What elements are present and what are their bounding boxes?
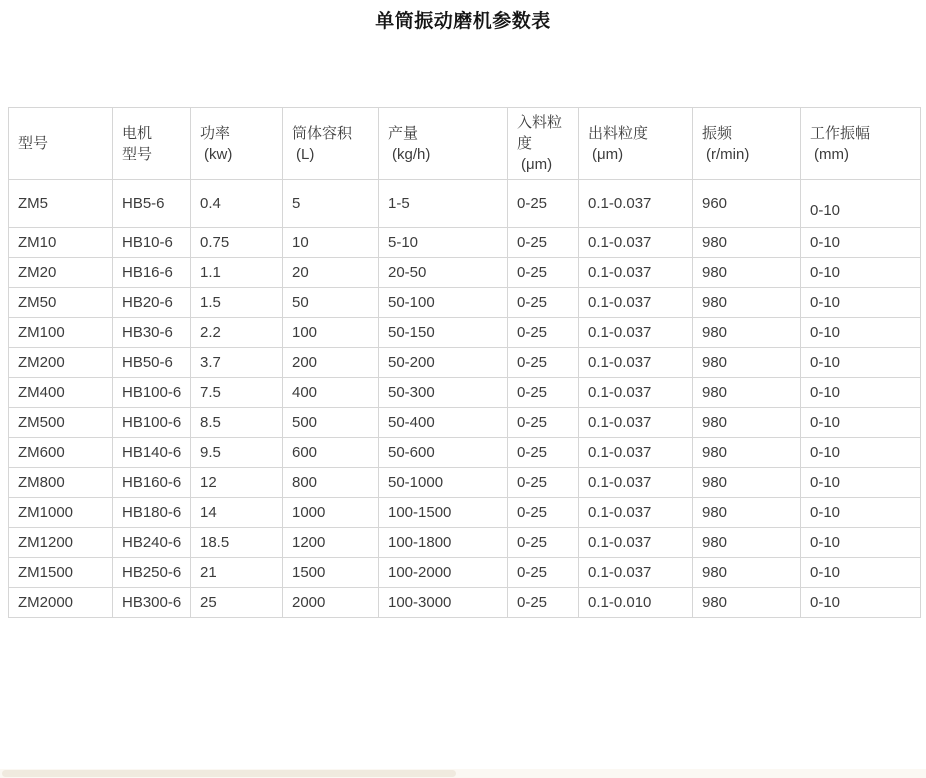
- cell-amplitude: [801, 528, 921, 558]
- cell-amplitude: [801, 288, 921, 318]
- cell-power: [191, 558, 283, 588]
- cell-feed-size: [508, 258, 579, 288]
- cell-discharge-size: [579, 348, 693, 378]
- cell-model: [9, 438, 113, 468]
- cell-value: 1200: [292, 534, 326, 551]
- header-line: (kg/h): [392, 145, 431, 163]
- cell-value: 0-25: [517, 444, 548, 461]
- column-header-frequency: [693, 108, 801, 180]
- cell-output: [379, 318, 508, 348]
- cell-motor-model: [113, 408, 191, 438]
- cell-value: 980: [702, 474, 728, 491]
- header-line: 型号: [18, 135, 49, 152]
- cell-value: 980: [702, 414, 728, 431]
- cell-value: 400: [292, 384, 318, 401]
- header-line: (kw): [204, 145, 233, 163]
- cell-output: [379, 408, 508, 438]
- cell-feed-size: [508, 228, 579, 258]
- cell-model: [9, 228, 113, 258]
- cell-cylinder-volume: [283, 558, 379, 588]
- cell-amplitude: [801, 408, 921, 438]
- cell-cylinder-volume: [283, 498, 379, 528]
- cell-power: [191, 468, 283, 498]
- cell-discharge-size: [579, 468, 693, 498]
- cell-value: 0-25: [517, 564, 548, 581]
- cell-feed-size: [508, 378, 579, 408]
- cell-power: [191, 438, 283, 468]
- horizontal-scrollbar[interactable]: [0, 769, 926, 778]
- cell-frequency: [693, 288, 801, 318]
- cell-value: 20-50: [388, 264, 427, 281]
- cell-discharge-size: [579, 180, 693, 228]
- cell-amplitude: [801, 258, 921, 288]
- cell-value: 50-300: [388, 384, 435, 401]
- cell-value: 200: [292, 354, 318, 371]
- cell-value: 0-25: [517, 504, 548, 521]
- cell-value: ZM100: [18, 324, 65, 341]
- cell-value: 50-200: [388, 354, 435, 371]
- cell-motor-model: [113, 588, 191, 618]
- cell-amplitude: [801, 228, 921, 258]
- cell-value: 100-3000: [388, 594, 452, 611]
- cell-value: 980: [702, 264, 728, 281]
- cell-value: 1-5: [388, 195, 410, 212]
- table-row-ZM100: [9, 318, 921, 348]
- cell-value: HB16-6: [122, 264, 173, 281]
- cell-value: 50-150: [388, 324, 435, 341]
- cell-frequency: [693, 180, 801, 228]
- column-header-motor-model: [113, 108, 191, 180]
- horizontal-scrollbar-thumb[interactable]: [2, 770, 456, 777]
- cell-feed-size: [508, 528, 579, 558]
- cell-value: 980: [702, 354, 728, 371]
- cell-output: [379, 228, 508, 258]
- cell-motor-model: [113, 258, 191, 288]
- cell-model: [9, 468, 113, 498]
- cell-value: 0.1-0.037: [588, 534, 652, 551]
- cell-motor-model: [113, 498, 191, 528]
- header-line: 振频: [702, 124, 733, 142]
- cell-feed-size: [508, 498, 579, 528]
- cell-feed-size: [508, 558, 579, 588]
- cell-value: 0.1-0.037: [588, 294, 652, 311]
- cell-value: HB30-6: [122, 324, 173, 341]
- cell-frequency: [693, 258, 801, 288]
- cell-value: 980: [702, 594, 728, 611]
- cell-value: 14: [200, 504, 217, 521]
- table-row-ZM5: [9, 180, 921, 228]
- cell-power: [191, 318, 283, 348]
- cell-power: [191, 180, 283, 228]
- header-line: (μm): [521, 156, 553, 173]
- cell-value: 980: [702, 294, 728, 311]
- cell-value: HB250-6: [122, 564, 182, 581]
- cell-value: 8.5: [200, 414, 221, 431]
- cell-value: 0-25: [517, 195, 548, 212]
- cell-value: 0.1-0.037: [588, 234, 652, 251]
- cell-value: ZM1200: [18, 534, 74, 551]
- cell-cylinder-volume: [283, 588, 379, 618]
- column-header-amplitude: [801, 108, 921, 180]
- cell-amplitude: [801, 378, 921, 408]
- table-row-ZM500: [9, 408, 921, 438]
- cell-value: 50-600: [388, 444, 435, 461]
- cell-frequency: [693, 588, 801, 618]
- cell-motor-model: [113, 438, 191, 468]
- cell-value: ZM1500: [18, 564, 74, 581]
- cell-value: 0-25: [517, 534, 548, 551]
- cell-value: 0-25: [517, 474, 548, 491]
- cell-feed-size: [508, 588, 579, 618]
- cell-motor-model: [113, 348, 191, 378]
- cell-value: 2.2: [200, 324, 221, 341]
- cell-value: 0-10: [810, 504, 841, 521]
- cell-value: 0.1-0.037: [588, 414, 652, 431]
- cell-value: HB240-6: [122, 534, 182, 551]
- cell-value: 50-100: [388, 294, 435, 311]
- cell-frequency: [693, 438, 801, 468]
- cell-feed-size: [508, 318, 579, 348]
- cell-amplitude: [801, 468, 921, 498]
- cell-cylinder-volume: [283, 528, 379, 558]
- cell-model: [9, 180, 113, 228]
- cell-frequency: [693, 408, 801, 438]
- header-line: (L): [296, 145, 315, 163]
- cell-value: 12: [200, 474, 217, 491]
- cell-value: HB160-6: [122, 474, 182, 491]
- cell-value: 800: [292, 474, 318, 491]
- cell-model: [9, 318, 113, 348]
- header-line: (mm): [814, 145, 849, 163]
- cell-model: [9, 348, 113, 378]
- cell-feed-size: [508, 408, 579, 438]
- cell-frequency: [693, 348, 801, 378]
- cell-motor-model: [113, 318, 191, 348]
- cell-cylinder-volume: [283, 258, 379, 288]
- cell-output: [379, 528, 508, 558]
- cell-value: 0-10: [810, 384, 841, 401]
- column-header-cylinder-volume: [283, 108, 379, 180]
- cell-model: [9, 498, 113, 528]
- cell-value: 50: [292, 294, 309, 311]
- cell-value: ZM200: [18, 354, 65, 371]
- cell-value: 0-25: [517, 264, 548, 281]
- cell-discharge-size: [579, 318, 693, 348]
- cell-cylinder-volume: [283, 348, 379, 378]
- table-row-ZM200: [9, 348, 921, 378]
- cell-motor-model: [113, 228, 191, 258]
- table-row-ZM1000: [9, 498, 921, 528]
- cell-value: 980: [702, 384, 728, 401]
- cell-value: ZM50: [18, 294, 57, 311]
- cell-feed-size: [508, 468, 579, 498]
- cell-value: 0-25: [517, 594, 548, 611]
- cell-value: 9.5: [200, 444, 221, 461]
- cell-model: [9, 288, 113, 318]
- cell-value: 21: [200, 564, 217, 581]
- cell-discharge-size: [579, 258, 693, 288]
- cell-cylinder-volume: [283, 408, 379, 438]
- cell-value: 0.1-0.010: [588, 594, 652, 611]
- cell-model: [9, 528, 113, 558]
- table-row-ZM1500: [9, 558, 921, 588]
- table-row-ZM10: [9, 228, 921, 258]
- table-row-ZM600: [9, 438, 921, 468]
- cell-value: 0-10: [810, 414, 841, 431]
- cell-model: [9, 258, 113, 288]
- cell-frequency: [693, 318, 801, 348]
- cell-value: HB10-6: [122, 234, 173, 251]
- header-line: (μm): [592, 145, 624, 163]
- cell-power: [191, 408, 283, 438]
- cell-value: 18.5: [200, 534, 230, 551]
- cell-power: [191, 528, 283, 558]
- cell-value: 0-10: [810, 294, 841, 311]
- cell-model: [9, 588, 113, 618]
- cell-value: 0.1-0.037: [588, 324, 652, 341]
- cell-frequency: [693, 228, 801, 258]
- cell-frequency: [693, 558, 801, 588]
- cell-value: 0-10: [810, 564, 841, 581]
- cell-motor-model: [113, 468, 191, 498]
- cell-value: 50-400: [388, 414, 435, 431]
- column-header-output: [379, 108, 508, 180]
- cell-output: [379, 348, 508, 378]
- cell-value: 100-1500: [388, 504, 452, 521]
- cell-discharge-size: [579, 288, 693, 318]
- cell-power: [191, 378, 283, 408]
- cell-value: ZM2000: [18, 594, 74, 611]
- cell-value: ZM800: [18, 474, 65, 491]
- cell-value: HB140-6: [122, 444, 182, 461]
- cell-value: 0.75: [200, 234, 230, 251]
- cell-amplitude: [801, 318, 921, 348]
- cell-value: 0.1-0.037: [588, 564, 652, 581]
- cell-value: 0-10: [810, 444, 841, 461]
- cell-motor-model: [113, 288, 191, 318]
- cell-model: [9, 378, 113, 408]
- cell-output: [379, 558, 508, 588]
- cell-output: [379, 468, 508, 498]
- cell-value: 980: [702, 534, 728, 551]
- column-header-power: [191, 108, 283, 180]
- cell-feed-size: [508, 180, 579, 228]
- cell-value: HB100-6: [122, 384, 182, 401]
- cell-value: 3.7: [200, 354, 221, 371]
- cell-value: 500: [292, 414, 318, 431]
- cell-value: HB5-6: [122, 195, 165, 212]
- cell-value: 100-2000: [388, 564, 452, 581]
- cell-motor-model: [113, 180, 191, 228]
- cell-amplitude: [801, 438, 921, 468]
- cell-value: 10: [292, 234, 309, 251]
- cell-cylinder-volume: [283, 378, 379, 408]
- cell-output: [379, 288, 508, 318]
- cell-value: 0-10: [810, 234, 841, 251]
- table-row-ZM1200: [9, 528, 921, 558]
- cell-value: 1.1: [200, 264, 221, 281]
- cell-value: HB300-6: [122, 594, 182, 611]
- cell-motor-model: [113, 378, 191, 408]
- header-line: 产量: [388, 124, 419, 142]
- cell-value: 0.4: [200, 195, 221, 212]
- cell-amplitude: [801, 588, 921, 618]
- cell-power: [191, 588, 283, 618]
- cell-value: 980: [702, 444, 728, 461]
- cell-value: 0-25: [517, 384, 548, 401]
- cell-value: 0-25: [517, 324, 548, 341]
- column-header-discharge-size: [579, 108, 693, 180]
- cell-model: [9, 408, 113, 438]
- header-line: 入料粒度: [517, 114, 563, 152]
- cell-value: ZM1000: [18, 504, 74, 521]
- cell-value: 980: [702, 234, 728, 251]
- cell-value: 25: [200, 594, 217, 611]
- cell-value: 0-25: [517, 234, 548, 251]
- cell-frequency: [693, 528, 801, 558]
- cell-value: HB20-6: [122, 294, 173, 311]
- header-line: 出料粒度: [588, 124, 649, 142]
- cell-value: ZM600: [18, 444, 65, 461]
- header-line: 功率: [200, 124, 231, 142]
- cell-value: 5: [292, 195, 301, 212]
- cell-value: 0-10: [810, 324, 841, 341]
- cell-value: 0.1-0.037: [588, 474, 652, 491]
- cell-cylinder-volume: [283, 438, 379, 468]
- cell-power: [191, 288, 283, 318]
- mill-parameters-table: [8, 107, 921, 618]
- cell-cylinder-volume: [283, 180, 379, 228]
- cell-output: [379, 378, 508, 408]
- cell-amplitude: [801, 558, 921, 588]
- cell-cylinder-volume: [283, 318, 379, 348]
- cell-value: 1.5: [200, 294, 221, 311]
- table-row-ZM400: [9, 378, 921, 408]
- cell-cylinder-volume: [283, 468, 379, 498]
- cell-value: 1500: [292, 564, 326, 581]
- cell-value: HB50-6: [122, 354, 173, 371]
- cell-value: ZM20: [18, 264, 57, 281]
- cell-value: ZM10: [18, 234, 57, 251]
- header-line: 筒体容积: [292, 124, 353, 142]
- column-header-model: [9, 108, 113, 180]
- table-row-ZM800: [9, 468, 921, 498]
- cell-power: [191, 228, 283, 258]
- cell-power: [191, 258, 283, 288]
- cell-motor-model: [113, 558, 191, 588]
- table-row-ZM50: [9, 288, 921, 318]
- cell-value: 0-10: [810, 594, 841, 611]
- cell-frequency: [693, 468, 801, 498]
- cell-discharge-size: [579, 438, 693, 468]
- cell-value: 5-10: [388, 234, 419, 251]
- cell-frequency: [693, 378, 801, 408]
- table-row-ZM2000: [9, 588, 921, 618]
- cell-value: 50-1000: [388, 474, 444, 491]
- cell-value: HB100-6: [122, 414, 182, 431]
- cell-cylinder-volume: [283, 228, 379, 258]
- cell-feed-size: [508, 348, 579, 378]
- cell-discharge-size: [579, 408, 693, 438]
- table-row-ZM20: [9, 258, 921, 288]
- cell-discharge-size: [579, 228, 693, 258]
- cell-discharge-size: [579, 378, 693, 408]
- cell-discharge-size: [579, 498, 693, 528]
- cell-value: ZM500: [18, 414, 65, 431]
- cell-value: 0.1-0.037: [588, 444, 652, 461]
- cell-value: 0-10: [810, 264, 841, 281]
- cell-value: 0-25: [517, 354, 548, 371]
- cell-discharge-size: [579, 528, 693, 558]
- cell-value: 1000: [292, 504, 326, 521]
- cell-output: [379, 258, 508, 288]
- cell-value: 0.1-0.037: [588, 264, 652, 281]
- column-header-feed-size: [508, 108, 579, 180]
- cell-value: 0-10: [810, 354, 841, 371]
- cell-value: 980: [702, 564, 728, 581]
- cell-value: HB180-6: [122, 504, 182, 521]
- cell-value: 100: [292, 324, 318, 341]
- header-line: 型号: [122, 145, 153, 163]
- table-header-row: [9, 108, 921, 180]
- cell-value: 20: [292, 264, 309, 281]
- cell-cylinder-volume: [283, 288, 379, 318]
- cell-value: ZM5: [18, 195, 48, 212]
- cell-value: 0-10: [810, 202, 841, 219]
- cell-feed-size: [508, 288, 579, 318]
- cell-value: 0.1-0.037: [588, 195, 652, 212]
- cell-value: 980: [702, 324, 728, 341]
- cell-motor-model: [113, 528, 191, 558]
- cell-value: 0-10: [810, 474, 841, 491]
- header-line: 工作振幅: [810, 124, 871, 142]
- cell-output: [379, 438, 508, 468]
- cell-value: 600: [292, 444, 318, 461]
- cell-amplitude: [801, 348, 921, 378]
- cell-value: 2000: [292, 594, 326, 611]
- cell-power: [191, 498, 283, 528]
- header-line: 电机: [122, 124, 153, 142]
- cell-model: [9, 558, 113, 588]
- cell-amplitude: [801, 498, 921, 528]
- cell-amplitude: [801, 180, 921, 228]
- cell-feed-size: [508, 438, 579, 468]
- cell-value: 0.1-0.037: [588, 384, 652, 401]
- cell-value: 0-25: [517, 294, 548, 311]
- cell-output: [379, 588, 508, 618]
- cell-discharge-size: [579, 558, 693, 588]
- cell-value: 0-25: [517, 414, 548, 431]
- cell-output: [379, 180, 508, 228]
- cell-discharge-size: [579, 588, 693, 618]
- cell-value: 960: [702, 195, 728, 212]
- header-line: (r/min): [706, 145, 750, 163]
- cell-value: 0-10: [810, 534, 841, 551]
- cell-value: 980: [702, 504, 728, 521]
- cell-value: 7.5: [200, 384, 221, 401]
- cell-power: [191, 348, 283, 378]
- cell-value: 100-1800: [388, 534, 452, 551]
- cell-output: [379, 498, 508, 528]
- cell-value: ZM400: [18, 384, 65, 401]
- cell-frequency: [693, 498, 801, 528]
- cell-value: 0.1-0.037: [588, 504, 652, 521]
- page-title: 单筒振动磨机参数表: [375, 11, 551, 32]
- cell-value: 0.1-0.037: [588, 354, 652, 371]
